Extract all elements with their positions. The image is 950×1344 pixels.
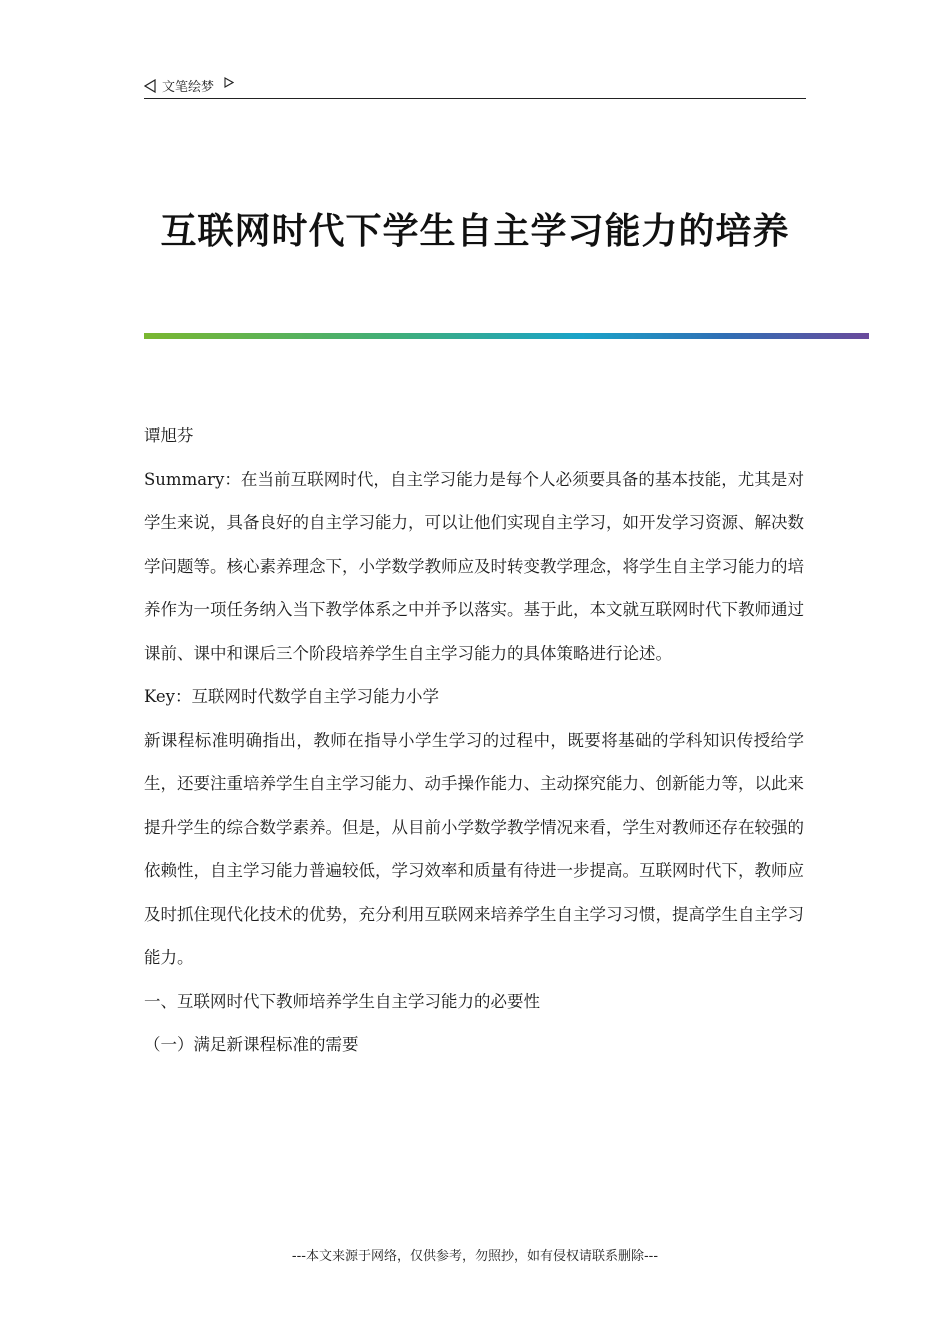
accent-gradient-bar <box>144 333 869 339</box>
summary-paragraph: Summary：在当前互联网时代，自主学习能力是每个人必须要具备的基本技能，尤其是对学生来说，具备良好的自主学习能力，可以让他们实现自主学习，如开发学习资源、解决数学问题等。核心素养理念下，小学数学教师应及时转变教学理念，将学生自主学习能力的培养作为一项任务纳入当下教学体系之中并予以落实。基于此，本文就互联网时代下教师通过课前、课中和课后三个阶段培养学生自主学习能力的具体策略进行论述。 <box>144 469 804 663</box>
page-header <box>144 72 806 99</box>
body-paragraph: 新课程标准明确指出，教师在指导小学生学习的过程中，既要将基础的学科知识传授给学生，还要注重培养学生自主学习能力、动手操作能力、主动探究能力、创新能力等，以此来提升学生的综合数学素养。但是，从目前小学数学教学情况来看，学生对教师还存在较强的依赖性，自主学习能力普遍较低，学习效率和质量有待进一步提高。互联网时代下，教师应及时抓住现代化技术的优势，充分利用互联网来培养学生自主学习习惯，提高学生自主学习能力。 <box>144 730 804 967</box>
triangle-right-outline-icon <box>224 77 234 88</box>
document-body <box>144 414 804 1067</box>
page-footer-note: ---本文来源于网络，仅供参考，勿照抄，如有侵权请联系删除--- <box>291 1249 659 1264</box>
keywords-line: Key：互联网时代数学自主学习能力小学 <box>144 687 439 706</box>
subsection-heading: （一）满足新课程标准的需要 <box>144 1035 359 1054</box>
document-title: 互联网时代下学生自主学习能力的培养 <box>160 211 790 252</box>
brand <box>144 76 234 95</box>
triangle-left-outline-icon <box>144 79 156 93</box>
section-heading: 一、互联网时代下教师培养学生自主学习能力的必要性 <box>144 991 540 1011</box>
author-name: 谭旭芬 <box>144 426 194 445</box>
brand-name: 文笔绘梦 <box>162 80 215 95</box>
